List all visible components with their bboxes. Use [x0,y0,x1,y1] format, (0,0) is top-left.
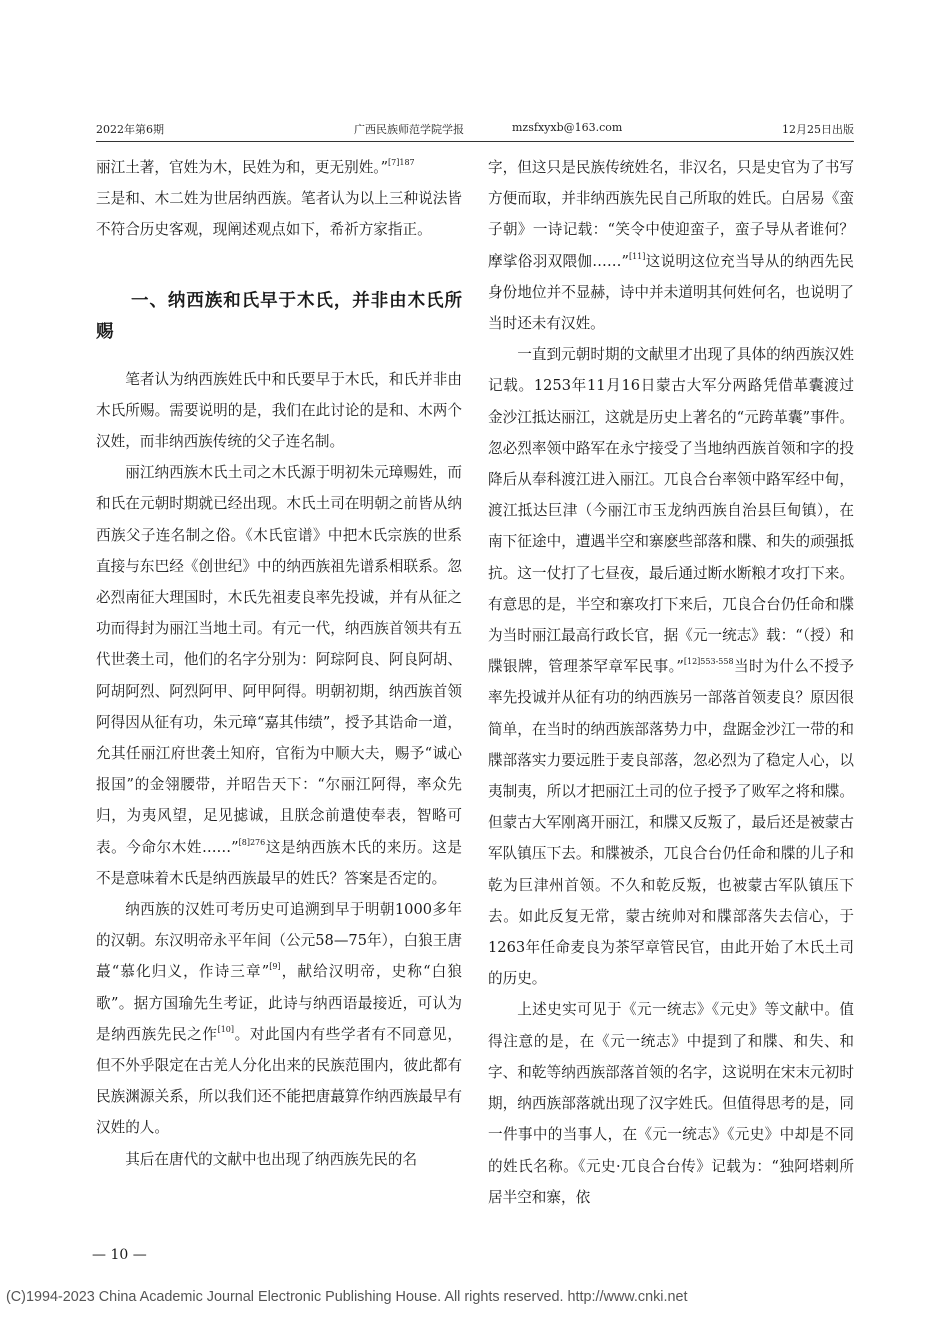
paragraph: 三是和、木二姓为世居纳西族。笔者认为以上三种说法皆不符合历史客观，现阐述观点如下，希祈方家指正。 [96,190,462,239]
citation-ref: [7]187 [388,158,415,167]
header-divider [96,141,854,142]
journal-email[interactable]: mzsfxyxb@163.com [512,121,623,134]
paragraph: 笔者认为纳西族姓氏中和氏要早于木氏，和氏并非由木氏所赐。需要说明的是，我们在此讨论的是和、木两个汉姓，而非纳西族传统的父子连名制。 [96,370,462,451]
issue-label: 2022年第6期 [96,123,164,136]
paragraph: 其后在唐代的文献中也出现了纳西族先民的名 [125,1150,418,1168]
citation-ref: [10] [217,1024,235,1034]
paragraph: 纳西族的汉姓可考历史可追溯到早于明朝1000多年的汉朝。东汉明帝永平年间（公元58—75年），白狼王唐蕞“慕化归义，作诗三章”[9]，献给汉明帝，史称“白狼歌”。据方国瑜先生考证，此诗与纳西语最接近，可认为是纳西族先民之作[10]。对此国内有些学者有不同意见，但不外乎限定在古羌人分化出来的民族范围内，彼此都有民族渊源关系，所以我们还不能把唐蕞算作纳西族最早有汉姓的人。 [96,901,462,1137]
page-number: — 10 — [92,1247,147,1263]
citation-ref: [9] [269,962,281,972]
citation-ref: [11] [628,251,646,261]
copyright-notice: (C)1994-2023 China Academic Journal Electronic Publishing House. All rights reserved. http://www.cnki.net [6,1289,688,1305]
left-column [96,152,462,1237]
paragraph: 字，但这只是民族传统姓名，非汉名，只是史官为了书写方便而取，并非纳西族先民自己所取的姓氏。白居易《蛮子朝》一诗记载：“笑令中使迎蛮子，蛮子导从者谁何？摩挲俗羽双隈伽……”[11]这说明这位充当导从的纳西先民身份地位并不显赫，诗中并未道明其何姓何名，也说明了当时还未有汉姓。 [488,159,854,333]
citation-ref: [12]553-558 [683,657,734,667]
paragraph: 一直到元朝时期的文献里才出现了具体的纳西族汉姓记载。1253年11月16日蒙古大军分两路凭借革囊渡过金沙江抵达丽江，这就是历史上著名的“元跨革囊”事件。忽必烈率领中路军在永宁接受了当地纳西族首领和字的投降后从奉科渡江进入丽江。兀良合台率领中路军经中甸，渡江抵达巨津（今丽江市玉龙纳西族自治县巨甸镇），在南下征途中，遭遇半空和寨麽些部落和牒、和失的顽强抵抗。这一仗打了七昼夜，最后通过断水断粮才攻打下来。有意思的是，半空和寨攻打下来后，兀良合台仍任命和牒为当时丽江最高行政长官，据《元一统志》载：“（授）和牒银牌，管理茶罕章军民事。”$^{[12]553-558}$当时为什么不授予率先投诚并从征有功的纳西族另一部落首领麦良？原因很简单，在当时的纳西族部落势力中，盘踞金沙江一带的和牒部落实力要远胜于麦良部落，忽必烈为了稳定人心，以夷制夷，所以才把丽江土司的位子授予了败军之将和牒。但蒙古大军刚离开丽江，和牒又反叛了，最后还是被蒙古军队镇压下去。和牒被杀，兀良合台仍任命和牒的儿子和乾为巨津州首领。不久和乾反叛，也被蒙古军队镇压下去。如此反复无常，蒙古统帅对和牒部落失去信心，于1263年任命麦良为茶罕章管民官，由此开始了木氏土司的历史。 [488,346,854,988]
citation-ref: [8]276 [238,837,266,847]
paragraph: 丽江土著，官姓为木，民姓为和，更无别姓。”$^{[7]187}$ [96,158,415,176]
paragraph: 上述史实可见于《元一统志》《元史》等文献中。值得注意的是，在《元一统志》中提到了和牒、和失、和字、和乾等纳西族部落首领的名字，这说明在宋末元初时期，纳西族部落就出现了汉字姓氏。但值得思考的是，同一件事中的当事人，在《元一统志》《元史》中却是不同的姓氏名称。《元史·兀良合台传》记载为：“独阿塔剌所居半空和寨，依 [488,1001,854,1206]
section-heading: 一、纳西族和氏早于木氏，并非由木氏所赐 [96,290,462,342]
right-column [488,152,854,1237]
running-header [96,121,854,139]
publication-date: 12月25日出版 [782,123,854,136]
journal-title: 广西民族师范学院学报 [354,123,464,136]
paragraph: 丽江纳西族木氏土司之木氏源于明初朱元璋赐姓，而和氏在元朝时期就已经出现。木氏土司在明朝之前皆从纳西族父子连名制之俗。《木氏宦谱》中把木氏宗族的世系直接与东巴经《创世纪》中的纳西族祖先谱系相联系。忽必烈南征大理国时，木氏先祖麦良率先投诚，并有从征之功而得封为丽江当地土司。有元一代，纳西族首领共有五代世袭土司，他们的名字分别为：阿琮阿良、阿良阿胡、阿胡阿烈、阿烈阿甲、阿甲阿得。明朝初期，纳西族首领阿得因从征有功，朱元璋“嘉其伟绩”，授予其诰命一道，允其任丽江府世袭土知府，官衔为中顺大夫，赐予“诚心报国”的金翎腰带，并昭告天下：“尔丽江阿得，率众先归，为夷风望，足见摅诚，且朕念前遣使奉表，智略可表。今命尔木姓……”$^{[8]276}$这是纳西族木氏的来历。这是不是意味着木氏是纳西族最早的姓氏？答案是否定的。 [96,464,462,887]
